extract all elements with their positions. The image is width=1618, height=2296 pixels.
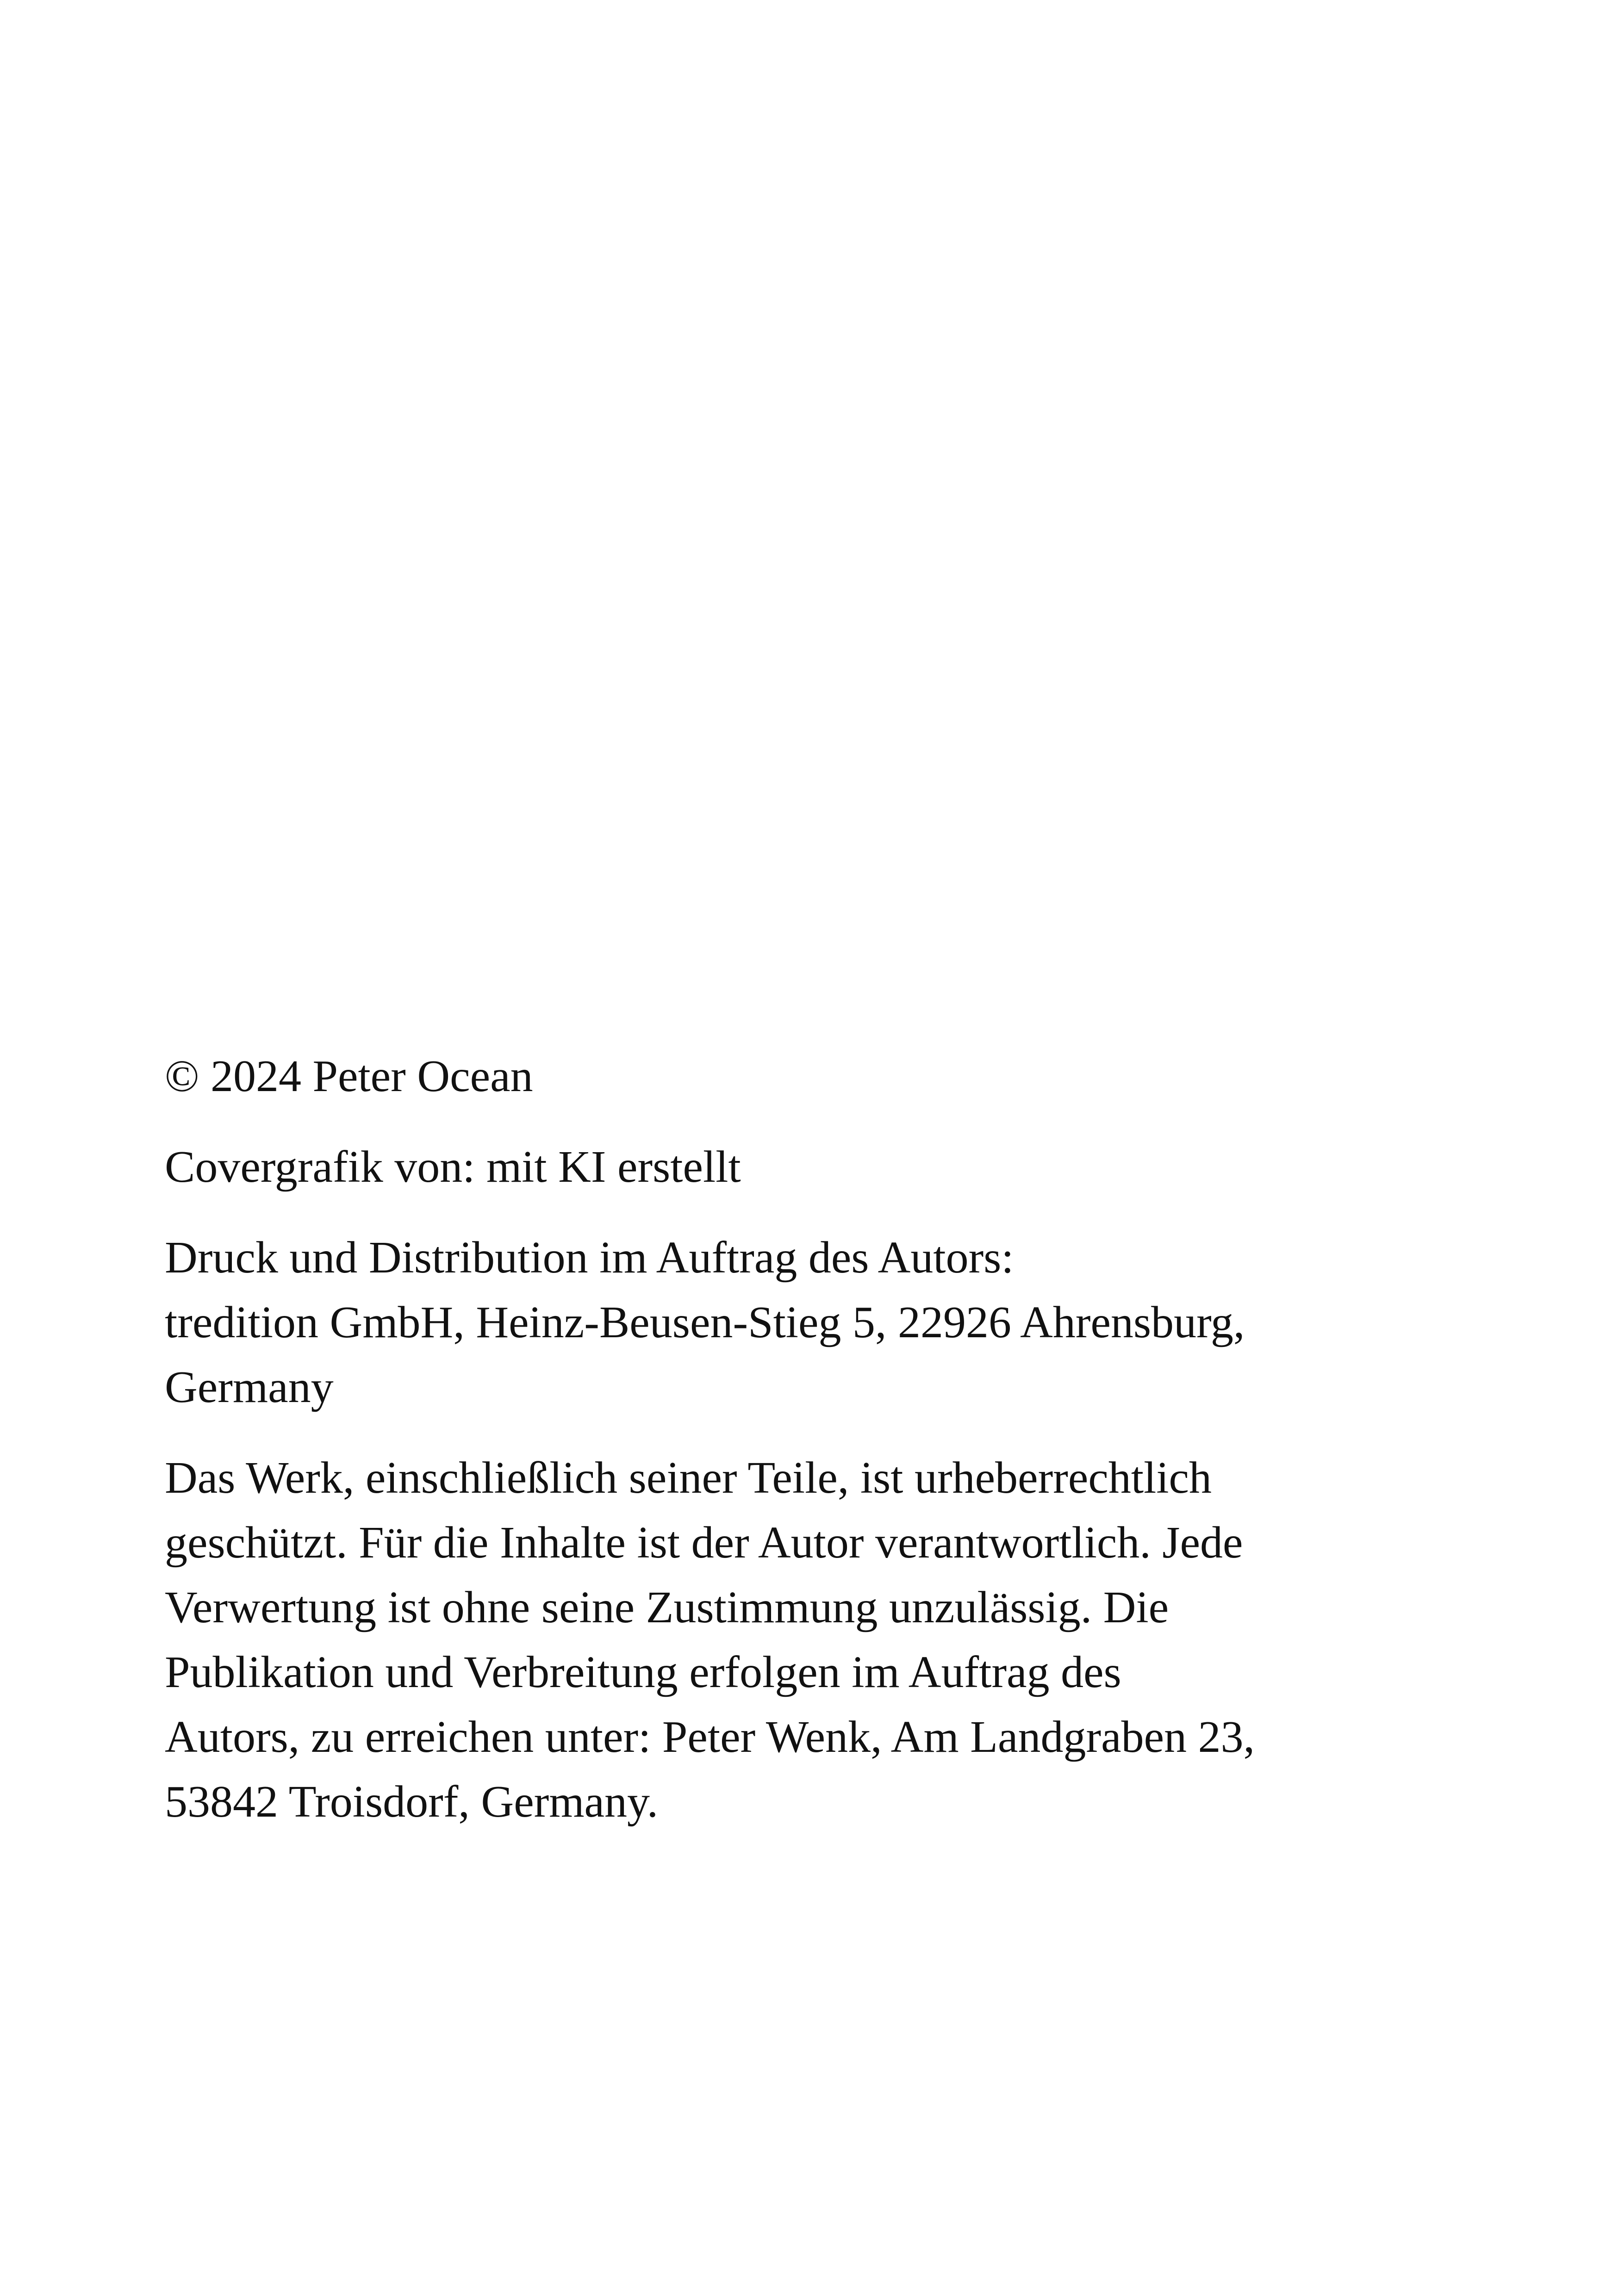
legal-notice-line: geschützt. Für die Inhalte ist der Autor verantwortlich. Jede	[165, 1518, 1243, 1568]
printing-line: tredition GmbH, Heinz-Beusen-Stieg 5, 22926 Ahrensburg,	[165, 1297, 1245, 1347]
legal-notice-line: Publikation und Verbreitung erfolgen im Auftrag des	[165, 1647, 1121, 1697]
legal-notice-line: Autors, zu erreichen unter: Peter Wenk, Am Landgraben 23,	[165, 1712, 1255, 1762]
copyright-line: © 2024 Peter Ocean	[165, 1051, 533, 1101]
cover-credit-line: Covergrafik von: mit KI erstellt	[165, 1142, 741, 1192]
printing-line: Druck und Distribution im Auftrag des Autors:	[165, 1233, 1014, 1283]
printing-distribution-notice	[165, 1225, 1470, 1420]
imprint-block	[165, 1044, 1470, 1834]
legal-notice-line: 53842 Troisdorf, Germany.	[165, 1777, 659, 1827]
legal-notice-line: Das Werk, einschließlich seiner Teile, ist urheberrechtlich	[165, 1453, 1212, 1503]
cover-credit	[165, 1135, 1470, 1199]
copyright-notice	[165, 1044, 1470, 1109]
legal-notice	[165, 1446, 1470, 1834]
printing-line: Germany	[165, 1362, 334, 1412]
legal-notice-line: Verwertung ist ohne seine Zustimmung unzulässig. Die	[165, 1582, 1169, 1632]
